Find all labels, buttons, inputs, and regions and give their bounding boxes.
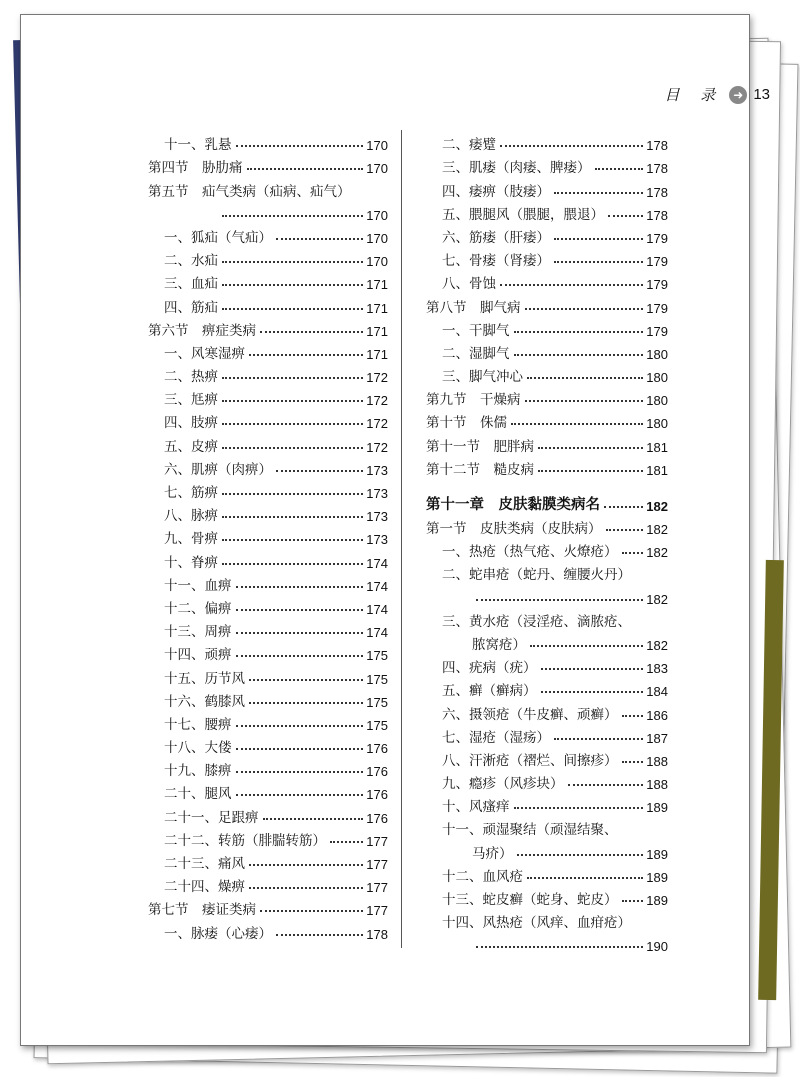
dot-leader bbox=[222, 400, 363, 402]
toc-entry-title: 六、摄领疮（牛皮癣、顽癣） bbox=[442, 706, 618, 723]
toc-entry-page: 174 bbox=[366, 555, 388, 571]
dot-leader bbox=[517, 854, 644, 856]
toc-entry bbox=[426, 269, 668, 292]
toc-entry bbox=[426, 176, 668, 199]
toc-entry-page: 174 bbox=[366, 625, 388, 641]
toc-entry-page: 174 bbox=[366, 578, 388, 594]
toc-entry-title: 第四节 胁肋痛 bbox=[148, 160, 243, 177]
dot-leader bbox=[525, 308, 644, 310]
toc-entry-title: 第九节 干燥病 bbox=[426, 392, 521, 409]
toc-entry bbox=[426, 537, 668, 560]
toc-entry-page: 189 bbox=[646, 800, 668, 816]
toc-entry-title: 二、水疝 bbox=[164, 253, 218, 270]
toc-entry-page: 187 bbox=[646, 730, 668, 746]
toc-entry-title: 五、癣（癣病） bbox=[442, 683, 537, 700]
toc-entry bbox=[148, 176, 388, 199]
toc-entry-page: 170 bbox=[366, 161, 388, 177]
toc-entry bbox=[148, 339, 388, 362]
toc-entry-page: 173 bbox=[366, 509, 388, 525]
dot-leader bbox=[554, 192, 643, 194]
toc-left-column bbox=[148, 130, 388, 942]
toc-entry-title: 十一、血痹 bbox=[164, 577, 232, 594]
toc-entry bbox=[426, 885, 668, 908]
toc-entry-page: 179 bbox=[646, 323, 668, 339]
toc-entry bbox=[148, 617, 388, 640]
dot-leader bbox=[595, 168, 644, 170]
toc-entry-page: 179 bbox=[646, 230, 668, 246]
toc-entry-page: 177 bbox=[366, 833, 388, 849]
toc-entry-page: 182 bbox=[646, 591, 668, 607]
dot-leader bbox=[222, 539, 363, 541]
toc-entry bbox=[426, 838, 668, 861]
toc-entry-title: 二、痿躄 bbox=[442, 137, 496, 154]
toc-entry-title: 第六节 痹症类病 bbox=[148, 322, 256, 339]
toc-entry-title: 二十三、痛风 bbox=[164, 856, 245, 872]
dot-leader bbox=[222, 215, 363, 217]
page-number: 13 bbox=[753, 86, 770, 103]
toc-entry-page: 182 bbox=[646, 522, 668, 537]
toc-entry-title: 脓窝疮） bbox=[472, 636, 526, 653]
toc-entry-page: 171 bbox=[366, 346, 388, 362]
toc-entry-title: 九、骨痹 bbox=[164, 531, 218, 548]
toc-entry-title: 第十一章 皮肤黏膜类病名 bbox=[426, 495, 600, 513]
toc-entry-page: 176 bbox=[366, 741, 388, 757]
toc-entry-page: 177 bbox=[366, 880, 388, 896]
toc-entry-page: 178 bbox=[366, 926, 388, 942]
toc-entry-title: 四、肢痹 bbox=[164, 415, 218, 432]
dot-leader bbox=[541, 691, 644, 693]
toc-entry-page: 173 bbox=[366, 532, 388, 548]
toc-entry-page: 170 bbox=[366, 254, 388, 270]
toc-entry-title: 十三、蛇皮癣（蛇身、蛇皮） bbox=[442, 892, 618, 908]
toc-entry bbox=[148, 292, 388, 315]
toc-entry bbox=[148, 872, 388, 895]
dot-leader bbox=[476, 946, 643, 948]
toc-entry-title: 三、尪痹 bbox=[164, 392, 218, 409]
toc-entry-title: 四、筋疝 bbox=[164, 299, 218, 316]
dot-leader bbox=[525, 400, 644, 402]
dot-leader bbox=[222, 284, 363, 286]
dot-leader bbox=[608, 215, 643, 217]
toc-chapter-entry bbox=[426, 488, 668, 514]
dot-leader bbox=[530, 645, 643, 647]
toc-entry-page: 181 bbox=[646, 462, 668, 478]
toc-entry bbox=[148, 733, 388, 756]
toc-entry-page: 182 bbox=[646, 498, 668, 514]
toc-entry-title: 九、瘾疹（风疹块） bbox=[442, 776, 564, 793]
toc-entry-page: 189 bbox=[646, 869, 668, 885]
toc-entry-page: 179 bbox=[646, 300, 668, 316]
dot-leader bbox=[541, 668, 644, 670]
toc-entry bbox=[148, 431, 388, 454]
toc-entry-page: 190 bbox=[646, 939, 668, 955]
toc-entry bbox=[426, 792, 668, 815]
toc-entry-page: 182 bbox=[646, 545, 668, 561]
toc-entry bbox=[148, 455, 388, 478]
dot-leader bbox=[604, 506, 643, 508]
toc-entry bbox=[148, 756, 388, 779]
dot-leader bbox=[222, 261, 363, 263]
toc-entry-title: 十二、血风疮 bbox=[442, 868, 523, 885]
toc-entry-title: 一、热疮（热气疮、火燎疮） bbox=[442, 544, 618, 561]
dot-leader bbox=[538, 447, 643, 449]
toc-entry bbox=[426, 769, 668, 792]
toc-entry-page: 174 bbox=[366, 601, 388, 617]
dot-leader bbox=[554, 738, 643, 740]
toc-entry bbox=[148, 408, 388, 431]
dot-leader bbox=[554, 261, 643, 263]
dot-leader bbox=[222, 377, 363, 379]
toc-entry bbox=[426, 130, 668, 153]
toc-entry-title: 五、皮痹 bbox=[164, 438, 218, 455]
dot-leader bbox=[276, 238, 363, 240]
toc-entry bbox=[426, 815, 668, 838]
toc-entry bbox=[426, 246, 668, 269]
toc-entry bbox=[426, 653, 668, 676]
toc-entry-title: 一、脉痿（心痿） bbox=[164, 925, 272, 942]
toc-entry-title: 三、黄水疮（浸淫疮、滴脓疮、 bbox=[442, 613, 631, 630]
dot-leader bbox=[511, 423, 643, 425]
dot-leader bbox=[222, 423, 363, 425]
toc-entry-title: 第七节 痿证类病 bbox=[148, 902, 256, 919]
toc-entry bbox=[426, 699, 668, 722]
toc-entry-page: 170 bbox=[366, 207, 388, 223]
dot-leader bbox=[222, 447, 363, 449]
toc-entry-title: 一、干脚气 bbox=[442, 322, 510, 339]
toc-entry-page: 188 bbox=[646, 753, 668, 769]
dot-leader bbox=[622, 715, 644, 717]
toc-entry bbox=[426, 385, 668, 408]
toc-entry bbox=[148, 826, 388, 849]
toc-entry-title: 二十四、燥痹 bbox=[164, 879, 245, 896]
dot-leader bbox=[476, 599, 643, 601]
toc-entry-title: 八、脉痹 bbox=[164, 508, 218, 525]
toc-entry-title: 二、热痹 bbox=[164, 369, 218, 386]
dot-leader bbox=[500, 145, 643, 147]
toc-entry-title: 十一、乳悬 bbox=[164, 137, 232, 154]
toc-entry-title: 马疥） bbox=[472, 845, 513, 862]
toc-entry-page: 178 bbox=[646, 138, 668, 154]
toc-entry bbox=[148, 524, 388, 547]
toc-entry-title: 十、风瘙痒 bbox=[442, 799, 510, 816]
toc-entry-page: 189 bbox=[646, 893, 668, 908]
toc-entry-title: 二十一、足跟痹 bbox=[164, 809, 259, 826]
toc-entry bbox=[426, 362, 668, 385]
toc-entry-title: 第八节 脚气病 bbox=[426, 299, 521, 316]
dot-leader bbox=[236, 748, 364, 750]
toc-entry bbox=[426, 630, 668, 653]
dot-leader bbox=[236, 609, 364, 611]
toc-entry bbox=[426, 908, 668, 931]
toc-entry-page: 176 bbox=[366, 787, 388, 803]
dot-leader bbox=[249, 887, 363, 889]
toc-right-column bbox=[426, 130, 668, 954]
toc-entry-title: 八、骨蚀 bbox=[442, 276, 496, 293]
toc-entry-title: 三、脚气冲心 bbox=[442, 369, 523, 386]
dot-leader bbox=[622, 900, 644, 902]
dot-leader bbox=[236, 586, 364, 588]
toc-entry-page: 184 bbox=[646, 684, 668, 700]
toc-entry bbox=[426, 408, 668, 431]
dot-leader bbox=[527, 877, 643, 879]
toc-entry-title: 六、肌痹（肉痹） bbox=[164, 461, 272, 478]
toc-entry-page: 171 bbox=[366, 300, 388, 316]
toc-entry bbox=[426, 339, 668, 362]
toc-entry-page: 183 bbox=[646, 661, 668, 677]
toc-entry-title: 二十、腿风 bbox=[164, 786, 232, 803]
toc-entry bbox=[426, 746, 668, 769]
dot-leader bbox=[260, 910, 363, 912]
toc-entry bbox=[426, 153, 668, 176]
toc-entry bbox=[148, 547, 388, 570]
toc-entry-page: 175 bbox=[366, 694, 388, 710]
dot-leader bbox=[514, 354, 644, 356]
toc-entry-page: 176 bbox=[366, 764, 388, 780]
dot-leader bbox=[222, 493, 363, 495]
toc-entry bbox=[148, 687, 388, 710]
toc-entry bbox=[426, 583, 668, 606]
toc-entry-page: 186 bbox=[646, 707, 668, 723]
toc-entry-title: 十六、鹤膝风 bbox=[164, 693, 245, 710]
running-header bbox=[665, 84, 770, 105]
toc-entry bbox=[148, 478, 388, 501]
toc-entry-page: 180 bbox=[646, 370, 668, 386]
toc-entry-page: 172 bbox=[366, 370, 388, 386]
toc-entry-title: 十九、膝痹 bbox=[164, 763, 232, 780]
toc-entry-title: 十、脊痹 bbox=[164, 554, 218, 571]
toc-entry-page: 182 bbox=[646, 637, 668, 653]
toc-entry bbox=[426, 723, 668, 746]
toc-entry-page: 178 bbox=[646, 207, 668, 223]
toc-entry-page: 175 bbox=[366, 648, 388, 664]
toc-entry-title: 十一、顽湿聚结（顽湿结聚、 bbox=[442, 822, 618, 839]
toc-entry-title: 七、骨痿（肾痿） bbox=[442, 253, 550, 270]
toc-entry bbox=[148, 362, 388, 385]
dot-leader bbox=[606, 529, 644, 531]
dot-leader bbox=[260, 331, 363, 333]
toc-entry-title: 二十二、转筋（腓腨转筋） bbox=[164, 832, 326, 849]
toc-entry-title: 七、筋痹 bbox=[164, 485, 218, 501]
toc-entry bbox=[148, 316, 388, 339]
toc-entry-title: 七、湿疮（湿疡） bbox=[442, 729, 550, 746]
toc-entry bbox=[148, 802, 388, 825]
toc-entry-title: 十二、偏痹 bbox=[164, 600, 232, 617]
toc-entry bbox=[148, 594, 388, 617]
toc-entry bbox=[426, 514, 668, 537]
column-divider bbox=[401, 130, 402, 948]
toc-entry-page: 173 bbox=[366, 462, 388, 478]
toc-entry-title: 二、蛇串疮（蛇丹、缠腰火丹） bbox=[442, 567, 631, 584]
dot-leader bbox=[527, 377, 643, 379]
toc-entry-title: 第十节 侏儒 bbox=[426, 415, 507, 432]
toc-entry bbox=[426, 560, 668, 583]
toc-entry bbox=[148, 779, 388, 802]
toc-entry-page: 170 bbox=[366, 138, 388, 154]
toc-entry-page: 180 bbox=[646, 346, 668, 362]
dot-leader bbox=[276, 470, 363, 472]
dot-leader bbox=[222, 516, 363, 518]
toc-entry bbox=[148, 710, 388, 733]
toc-entry-title: 第五节 疝气类病（疝病、疝气） bbox=[148, 183, 351, 200]
dot-leader bbox=[249, 354, 363, 356]
toc-entry-page: 188 bbox=[646, 777, 668, 793]
toc-entry bbox=[148, 849, 388, 872]
toc-entry-title: 十四、风热疮（风痒、血疳疮） bbox=[442, 915, 631, 932]
dot-leader bbox=[249, 702, 363, 704]
toc-entry bbox=[426, 455, 668, 478]
toc-entry bbox=[426, 316, 668, 339]
toc-entry-page: 170 bbox=[366, 230, 388, 246]
toc-entry bbox=[148, 385, 388, 408]
dot-leader bbox=[514, 807, 644, 809]
dot-leader bbox=[276, 934, 363, 936]
toc-entry bbox=[426, 676, 668, 699]
dot-leader bbox=[249, 864, 363, 866]
toc-entry-title: 一、风寒湿痹 bbox=[164, 345, 245, 362]
toc-entry-title: 五、腲腿风（腲腿，腲退） bbox=[442, 206, 604, 223]
toc-entry bbox=[426, 223, 668, 246]
toc-entry-title: 十八、大偻 bbox=[164, 740, 232, 757]
toc-entry-title: 第一节 皮肤类病（皮肤病） bbox=[426, 521, 602, 537]
toc-entry bbox=[148, 223, 388, 246]
dot-leader bbox=[622, 761, 644, 763]
dot-leader bbox=[500, 284, 643, 286]
dot-leader bbox=[554, 238, 643, 240]
toc-entry-page: 178 bbox=[646, 161, 668, 177]
toc-entry bbox=[148, 571, 388, 594]
toc-entry bbox=[148, 246, 388, 269]
dot-leader bbox=[249, 679, 363, 681]
dot-leader bbox=[568, 784, 644, 786]
toc-entry-title: 四、疣病（疣） bbox=[442, 660, 537, 677]
toc-entry-page: 179 bbox=[646, 254, 668, 270]
dot-leader bbox=[330, 841, 363, 843]
dot-leader bbox=[514, 331, 644, 333]
toc-entry-page: 178 bbox=[646, 184, 668, 200]
toc-entry-page: 172 bbox=[366, 393, 388, 409]
toc-entry bbox=[426, 431, 668, 454]
toc-entry bbox=[148, 918, 388, 941]
toc-entry-page: 171 bbox=[366, 277, 388, 293]
toc-entry bbox=[426, 200, 668, 223]
dot-leader bbox=[222, 308, 363, 310]
toc-entry bbox=[426, 862, 668, 885]
toc-entry-page: 177 bbox=[366, 903, 388, 919]
dot-leader bbox=[222, 563, 363, 565]
toc-entry bbox=[148, 130, 388, 153]
dot-leader bbox=[236, 145, 364, 147]
toc-entry-page: 175 bbox=[366, 717, 388, 733]
toc-entry bbox=[148, 501, 388, 524]
toc-entry-title: 第十二节 糙皮病 bbox=[426, 461, 534, 478]
toc-entry bbox=[148, 895, 388, 918]
toc-entry-page: 172 bbox=[366, 416, 388, 432]
dot-leader bbox=[236, 725, 364, 727]
dot-leader bbox=[236, 794, 364, 796]
toc-entry-page: 189 bbox=[646, 846, 668, 862]
toc-entry-page: 181 bbox=[646, 439, 668, 455]
arrow-right-icon: ➜ bbox=[729, 86, 747, 104]
toc-entry bbox=[148, 200, 388, 223]
toc-entry bbox=[426, 292, 668, 315]
toc-entry bbox=[426, 607, 668, 630]
toc-entry-title: 十四、顽痹 bbox=[164, 647, 232, 664]
toc-entry bbox=[148, 640, 388, 663]
toc-entry-page: 177 bbox=[366, 857, 388, 872]
toc-entry-title: 四、痿痹（肢痿） bbox=[442, 183, 550, 200]
dot-leader bbox=[236, 632, 364, 634]
toc-entry-page: 180 bbox=[646, 416, 668, 432]
toc-entry bbox=[148, 269, 388, 292]
dot-leader bbox=[263, 818, 364, 820]
toc-entry-page: 180 bbox=[646, 393, 668, 409]
toc-entry-title: 十七、腰痹 bbox=[164, 716, 232, 733]
toc-entry-title: 第十一节 肥胖病 bbox=[426, 438, 534, 455]
toc-entry-page: 172 bbox=[366, 439, 388, 455]
toc-entry-title: 八、汗淅疮（褶烂、间擦疹） bbox=[442, 752, 618, 769]
toc-entry-title: 十五、历节风 bbox=[164, 670, 245, 687]
toc-entry-title: 十三、周痹 bbox=[164, 624, 232, 641]
toc-entry-title: 二、湿脚气 bbox=[442, 345, 510, 362]
toc-entry-title: 六、筋痿（肝痿） bbox=[442, 229, 550, 246]
dot-leader bbox=[538, 470, 643, 472]
dot-leader bbox=[622, 552, 644, 554]
toc-entry-page: 175 bbox=[366, 671, 388, 687]
toc-entry-title: 三、肌痿（肉痿、脾痿） bbox=[442, 160, 591, 177]
toc-entry-title: 一、狐疝（气疝） bbox=[164, 229, 272, 246]
dot-leader bbox=[236, 655, 364, 657]
dot-leader bbox=[247, 168, 364, 170]
toc-entry-page: 171 bbox=[366, 323, 388, 339]
header-label: 目 录 bbox=[664, 86, 724, 104]
toc-entry-page: 176 bbox=[366, 810, 388, 826]
toc-entry-page: 173 bbox=[366, 486, 388, 501]
toc-entry-page: 179 bbox=[646, 277, 668, 293]
toc-entry-title: 三、血疝 bbox=[164, 276, 218, 293]
dot-leader bbox=[236, 771, 364, 773]
toc-entry bbox=[148, 663, 388, 686]
toc-entry bbox=[148, 153, 388, 176]
toc-entry bbox=[426, 931, 668, 954]
